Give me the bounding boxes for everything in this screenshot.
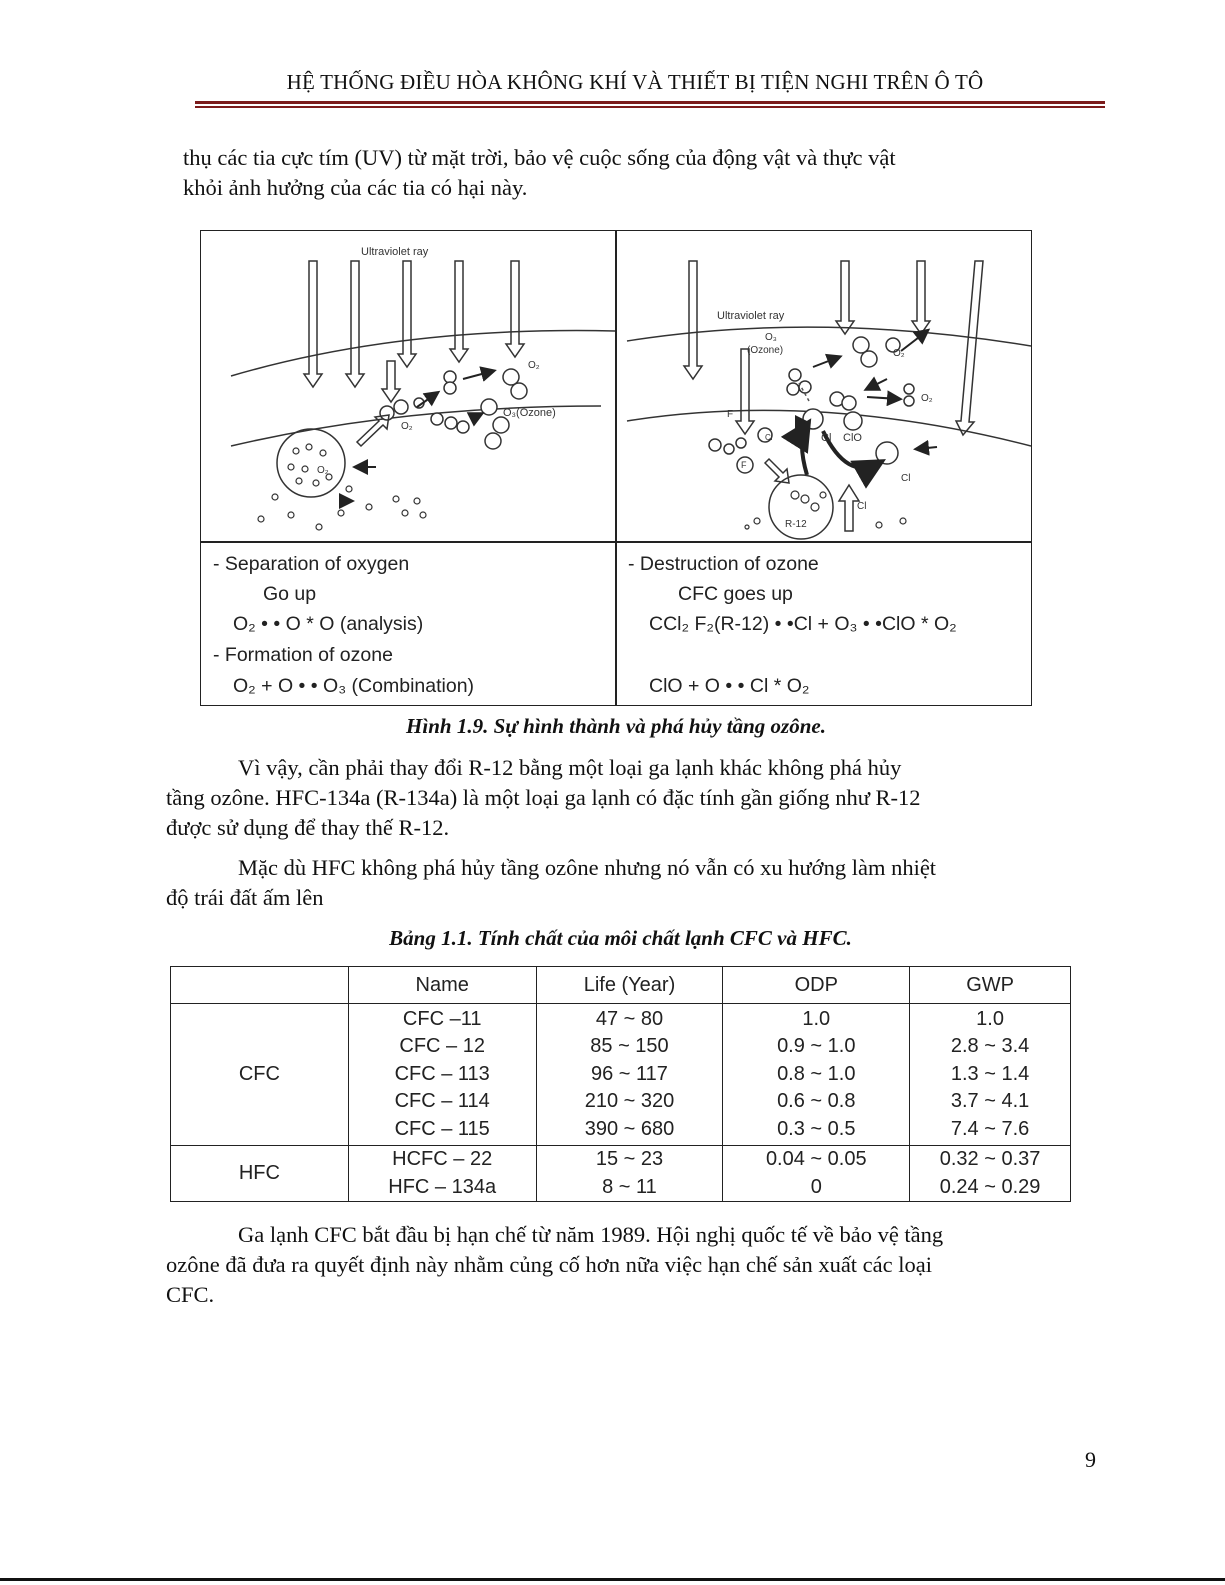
header-cell-life: Life (Year) — [536, 967, 723, 1004]
table-cell: 0 — [810, 1175, 822, 1198]
intro-line-1: thụ các tia cực tím (UV) từ mặt trời, bảo vệ cuộc sống của động vật và thực vật — [183, 145, 896, 170]
table-row-hfc — [171, 1146, 1071, 1202]
table-cell: HCFC – 22 — [392, 1148, 493, 1170]
right-text-line-3: CCl₂ F₂(R-12) • •Cl + O₃ • •ClO * O₂ — [649, 613, 957, 635]
cfc-odp-cell — [723, 1004, 910, 1146]
table-cell: 15 ~ 23 — [595, 1148, 664, 1170]
group-label-cfc: CFC — [171, 1004, 349, 1146]
o2-label-left-circle: O₂ — [317, 465, 329, 476]
ozone-label-right: (Ozone) — [747, 345, 784, 356]
table-cell: 8 ~ 11 — [602, 1175, 657, 1198]
table-cell: 0.9 ~ 1.0 — [777, 1035, 856, 1058]
table-caption: Bảng 1.1. Tính chất của môi chất lạnh CFC và HFC. — [389, 926, 852, 950]
header-cell-name: Name — [348, 967, 536, 1004]
hfc-odp-cell — [723, 1146, 910, 1202]
uv-label-right: Ultraviolet ray — [717, 310, 785, 322]
table-cell: 0.24 ~ 0.29 — [939, 1175, 1041, 1198]
para3-line-2: ozône đã đưa ra quyết định này nhằm củng cố hơn nữa việc hạn chế sản xuất các loại — [166, 1252, 932, 1277]
uv-label-left: Ultraviolet ray — [361, 246, 429, 258]
figure-caption: Hình 1.9. Sự hình thành và phá hủy tầng ozône. — [406, 714, 826, 738]
ozone-destruction-diagram — [617, 231, 1031, 541]
o2-label-left-mid: O₂ — [401, 421, 413, 432]
table-cell: CFC – 115 — [394, 1117, 490, 1140]
left-text-line-1: - Separation of oxygen — [213, 553, 410, 575]
page-number: 9 — [1085, 1447, 1096, 1472]
left-text-line-5: O₂ + O • • O₃ (Combination) — [233, 675, 475, 697]
o2-label-left-top: O₂ — [528, 360, 540, 371]
table-cell: CFC –11 — [402, 1007, 482, 1030]
oxygen-separation-diagram — [201, 231, 615, 541]
bottom-border — [0, 1578, 1225, 1581]
para1-line-2: tầng ozône. HFC-134a (R-134a) là một loại ga lạnh có đặc tính gần giống như R-12 — [166, 785, 921, 810]
table-cell: 96 ~ 117 — [591, 1062, 668, 1085]
table-cell: 210 ~ 320 — [584, 1090, 675, 1113]
table-cell: 390 ~ 680 — [584, 1117, 675, 1140]
para1-line-1: Vì vậy, cần phải thay đổi R-12 bằng một loại ga lạnh khác không phá hủy — [238, 755, 902, 780]
cl-label-2: Cl — [901, 473, 911, 484]
table-cell: 1.0 — [802, 1007, 831, 1030]
right-text-line-4: ClO + O • • Cl * O₂ — [649, 675, 810, 697]
f-label-2: F — [741, 460, 747, 470]
header-cell-blank — [171, 967, 349, 1004]
table-cell: 85 ~ 150 — [590, 1035, 669, 1058]
header-cell-odp: ODP — [723, 967, 910, 1004]
table-cell: 0.6 ~ 0.8 — [777, 1090, 856, 1113]
cfc-gwp-cell — [910, 1004, 1071, 1146]
table-cell: 3.7 ~ 4.1 — [950, 1090, 1030, 1113]
table-cell: 0.8 ~ 1.0 — [777, 1062, 856, 1085]
table-cell: 1.3 ~ 1.4 — [950, 1062, 1030, 1085]
hfc-gwp-cell — [910, 1146, 1071, 1202]
cl-label-1: Cl — [821, 432, 832, 444]
r12-label: R-12 — [785, 519, 807, 530]
cl-label-4: Cl — [857, 501, 867, 512]
left-text-line-3: O₂ • • O * O (analysis) — [233, 613, 424, 635]
f-label-1: F — [727, 409, 734, 420]
left-text-line-2: Go up — [263, 583, 317, 605]
hfc-life-cell — [536, 1146, 723, 1202]
header-rule-thick — [195, 101, 1105, 104]
table-cell: 1.0 — [976, 1007, 1004, 1030]
table-cell: HFC – 134a — [388, 1175, 497, 1198]
table-cell: CFC – 113 — [394, 1062, 490, 1085]
refrigerant-properties-table — [170, 966, 1071, 1202]
para3-line-1: Ga lạnh CFC bắt đầu bị hạn chế từ năm 1989. Hội nghị quốc tế về bảo vệ tầng — [238, 1222, 944, 1247]
o2-label-right-top: O₂ — [893, 348, 905, 359]
ozone-figure — [200, 230, 1032, 706]
header-rule-thin — [195, 106, 1105, 108]
table-cell: 7.4 ~ 7.6 — [950, 1117, 1030, 1140]
table-cell: 2.8 ~ 3.4 — [950, 1035, 1030, 1058]
para2-line-1: Mặc dù HFC không phá hủy tầng ozône nhưng nó vẫn có xu hướng làm nhiệt — [238, 855, 937, 880]
table-header-row — [171, 967, 1071, 1004]
intro-line-2: khỏi ảnh hưởng của các tia có hại này. — [183, 175, 528, 200]
table-row-cfc — [171, 1004, 1071, 1146]
o3-label-right: O₃ — [765, 332, 777, 343]
table-cell: 47 ~ 80 — [595, 1007, 664, 1030]
figure-divider-horizontal — [201, 541, 1031, 543]
header-cell-gwp: GWP — [910, 967, 1071, 1004]
right-text-line-2: CFC goes up — [678, 583, 793, 605]
cfc-names-cell — [348, 1004, 536, 1146]
o3-ozone-label-left: O₃(Ozone) — [503, 407, 556, 419]
table-cell: CFC – 12 — [399, 1035, 485, 1058]
para1-line-3: được sử dụng để thay thế R-12. — [166, 815, 450, 840]
table-cell: 0.04 ~ 0.05 — [765, 1148, 867, 1170]
table-cell: CFC – 114 — [394, 1090, 490, 1113]
table-cell: 0.32 ~ 0.37 — [939, 1148, 1041, 1170]
left-text-line-4: - Formation of ozone — [213, 644, 393, 666]
group-label-hfc: HFC — [171, 1146, 349, 1202]
clo-label: ClO — [843, 432, 862, 444]
para2-line-2: độ trái đất ấm lên — [166, 885, 324, 910]
o2-label-right-side: O₂ — [921, 393, 933, 404]
hfc-names-cell — [348, 1146, 536, 1202]
right-text-line-1: - Destruction of ozone — [628, 553, 819, 575]
cl-label-3: Cl — [765, 433, 773, 442]
para3-line-3: CFC. — [166, 1282, 215, 1307]
table-cell: 0.3 ~ 0.5 — [777, 1117, 856, 1140]
running-header: HỆ THỐNG ĐIỀU HÒA KHÔNG KHÍ VÀ THIẾT BỊ TIỆN NGHI TRÊN Ô TÔ — [286, 70, 984, 94]
cfc-life-cell — [536, 1004, 723, 1146]
